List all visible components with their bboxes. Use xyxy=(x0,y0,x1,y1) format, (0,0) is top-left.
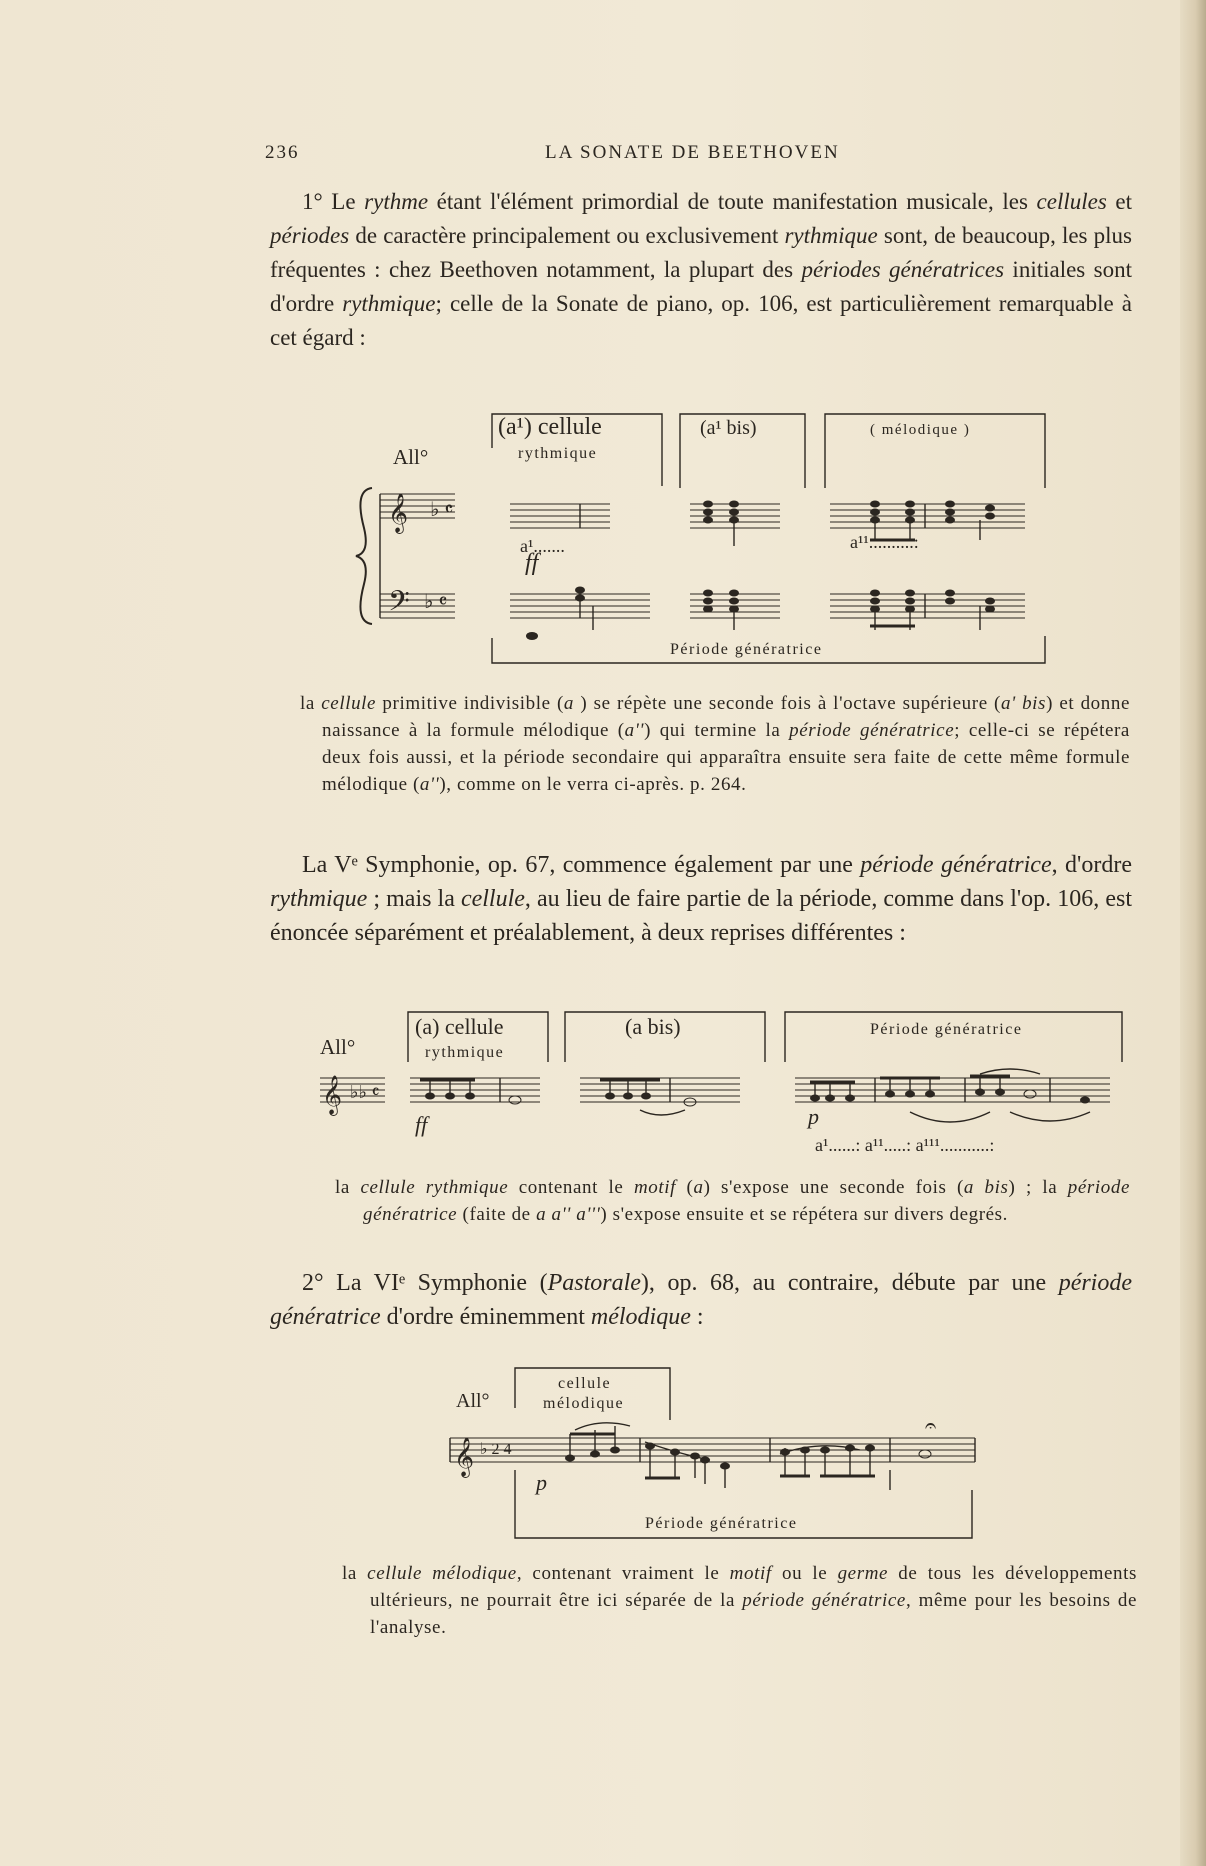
ex1-dynamic: ff xyxy=(525,550,539,576)
ex1-box2: (a¹ bis) xyxy=(700,417,757,439)
text-run: initiales sont d'ordre xyxy=(270,257,1132,316)
paragraph-2 xyxy=(270,848,1132,950)
text-run: sont, de beaucoup, les plus fréquentes : chez Beethoven notamment, la plupart des xyxy=(270,223,1132,282)
italic-run: rythmique xyxy=(270,886,368,912)
text-run: ) se répète une seconde fois à l'octave supérieure ( xyxy=(574,693,1001,714)
italic-run: cellule rythmique xyxy=(360,1177,509,1198)
italic-run: rythmique xyxy=(784,223,878,248)
ex1-mark-a1: a¹....... xyxy=(520,536,565,556)
text-run: ; celle de la Sonate de piano, op. 106, est particulièrement remarquable à cet égard : xyxy=(270,291,1133,350)
ex2-dynamic-p: p xyxy=(808,1104,819,1129)
text-run: ) ; la xyxy=(1008,1177,1068,1198)
svg-text:𝄞: 𝄞 xyxy=(454,1439,475,1476)
svg-text:♭ 𝄴: ♭ 𝄴 xyxy=(430,499,454,521)
ex2-box2: (a bis) xyxy=(625,1014,681,1039)
page-number: 236 xyxy=(265,142,300,163)
ex1-tempo: All° xyxy=(393,445,429,469)
text-run: : xyxy=(690,1304,704,1330)
text-run: , même pour les besoins de l'analyse. xyxy=(370,1590,1137,1638)
text-run: 1° Le xyxy=(302,189,365,214)
svg-text:𝄢: 𝄢 xyxy=(388,587,410,624)
text-run: ) et donne naissance à la formule mélodique ( xyxy=(322,693,1130,741)
running-title: LA SONATE DE BEETHOVEN xyxy=(545,142,840,163)
text-run: la xyxy=(342,1563,368,1584)
svg-text:𝄐: 𝄐 xyxy=(925,1415,937,1437)
ex3-tempo: All° xyxy=(456,1390,490,1412)
text-run: la xyxy=(300,693,322,714)
ex3-bottom-label: Période génératrice xyxy=(645,1515,798,1532)
music-example-fifth-symphony xyxy=(310,1002,1130,1162)
italic-run: a a'' a''' xyxy=(536,1204,601,1225)
svg-text:𝄞: 𝄞 xyxy=(322,1077,343,1114)
ex1-mark-a2: a¹¹..........: xyxy=(850,532,919,552)
text-run: de caractère principalement ou exclusivement xyxy=(349,223,785,248)
text-run: , d'ordre xyxy=(1051,852,1132,878)
ex1-box3: ( mélodique ) xyxy=(870,422,971,438)
italic-run: germe xyxy=(837,1563,889,1584)
text-run: ), comme on le verra ci-après. p. 264. xyxy=(439,774,747,795)
ex3-dynamic: p xyxy=(536,1470,547,1495)
ex2-box1b: rythmique xyxy=(425,1044,505,1061)
italic-run: Pastorale xyxy=(547,1270,641,1296)
italic-run: période génératrice xyxy=(270,1270,1132,1330)
text-run: , contenant vraiment le xyxy=(516,1563,730,1584)
text-run: , au lieu de faire partie de la période, comme dans l'op. 106, est énoncée séparément et préalablement, à deux reprises différentes : xyxy=(270,886,1132,946)
text-run: et xyxy=(1106,189,1132,214)
italic-run: cellule mélodique xyxy=(367,1563,517,1584)
ex3-box1: cellule xyxy=(558,1375,612,1392)
text-run: ; mais la xyxy=(367,886,461,912)
text-run: primitive indivisible ( xyxy=(376,693,564,714)
text-run: ) qui termine la xyxy=(644,720,790,741)
italic-run: cellules xyxy=(1036,189,1107,214)
ex2-tempo: All° xyxy=(320,1035,356,1059)
italic-run: a xyxy=(563,693,575,714)
italic-run: période génératrice xyxy=(789,720,955,741)
italic-run: période génératrice xyxy=(742,1590,906,1611)
text-run: ou le xyxy=(771,1563,838,1584)
text-run: (faite de xyxy=(457,1204,537,1225)
italic-run: a' bis xyxy=(1000,693,1047,714)
italic-run: a xyxy=(693,1177,704,1198)
ex1-box1b: rythmique xyxy=(518,445,598,462)
italic-run: périodes xyxy=(270,223,350,248)
text-run: ) s'expose une seconde fois ( xyxy=(703,1177,964,1198)
ex2-box1: (a) cellule xyxy=(415,1014,504,1039)
text-run: 2° La VIᵉ Symphonie ( xyxy=(302,1270,548,1296)
ex1-box1: (a¹) cellule xyxy=(498,414,602,440)
text-run: d'ordre éminemment xyxy=(380,1304,591,1330)
music-example-pastorale xyxy=(440,1360,1000,1540)
ex2-box3: Période génératrice xyxy=(870,1021,1023,1038)
italic-run: a bis xyxy=(963,1177,1009,1198)
text-run: La Vᵉ Symphonie, op. 67, commence également par une xyxy=(302,852,861,878)
text-run: contenant le xyxy=(508,1177,634,1198)
paragraph-1 xyxy=(270,185,1132,355)
italic-run: a'' xyxy=(419,774,440,795)
italic-run: motif xyxy=(633,1177,677,1198)
ex2-marks: a¹......: a¹¹.....: a¹¹¹...........: xyxy=(815,1135,995,1155)
text-run: étant l'élément primordial de toute manifestation musicale, les xyxy=(428,189,1037,214)
italic-run: motif xyxy=(729,1563,772,1584)
italic-run: a'' xyxy=(624,720,645,741)
text-run: ; celle-ci se répétera deux fois aussi, et la période secondaire qui apparaîtra ensuite sera faite de cette même formule mélodique ( xyxy=(322,720,1130,795)
text-run: ( xyxy=(676,1177,694,1198)
text-run: la xyxy=(335,1177,361,1198)
text-run: ) s'expose ensuite et se répétera sur divers degrés. xyxy=(600,1204,1009,1225)
svg-text:♭♭ 𝄴: ♭♭ 𝄴 xyxy=(350,1082,380,1102)
italic-run: mélodique xyxy=(590,1304,691,1330)
italic-run: rythmique xyxy=(342,291,436,316)
caption-1 xyxy=(300,690,1130,798)
svg-text:♭ 2 4: ♭ 2 4 xyxy=(480,1441,512,1458)
svg-text:♭ 𝄴: ♭ 𝄴 xyxy=(424,591,448,613)
italic-run: période génératrice xyxy=(860,852,1052,878)
italic-run: cellule xyxy=(460,886,525,912)
italic-run: cellule xyxy=(321,693,377,714)
caption-2 xyxy=(335,1174,1130,1228)
paragraph-3 xyxy=(270,1266,1132,1334)
ex3-box1b: mélodique xyxy=(543,1395,625,1412)
ex1-bottom-label: Période génératrice xyxy=(670,641,823,658)
svg-text:𝄞: 𝄞 xyxy=(388,495,409,532)
music-example-op106 xyxy=(350,408,1050,670)
italic-run: périodes génératrices xyxy=(801,257,1005,282)
ex2-dynamic-ff: ff xyxy=(415,1112,428,1137)
italic-run: rythme xyxy=(364,189,429,214)
text-run: de tous les développements ultérieurs, ne pourrait être ici séparée de la xyxy=(370,1563,1138,1611)
page-edge xyxy=(1180,0,1206,1866)
text-run: ), op. 68, au contraire, débute par une xyxy=(640,1270,1059,1296)
caption-3 xyxy=(342,1560,1137,1641)
italic-run: période génératrice xyxy=(363,1177,1131,1225)
